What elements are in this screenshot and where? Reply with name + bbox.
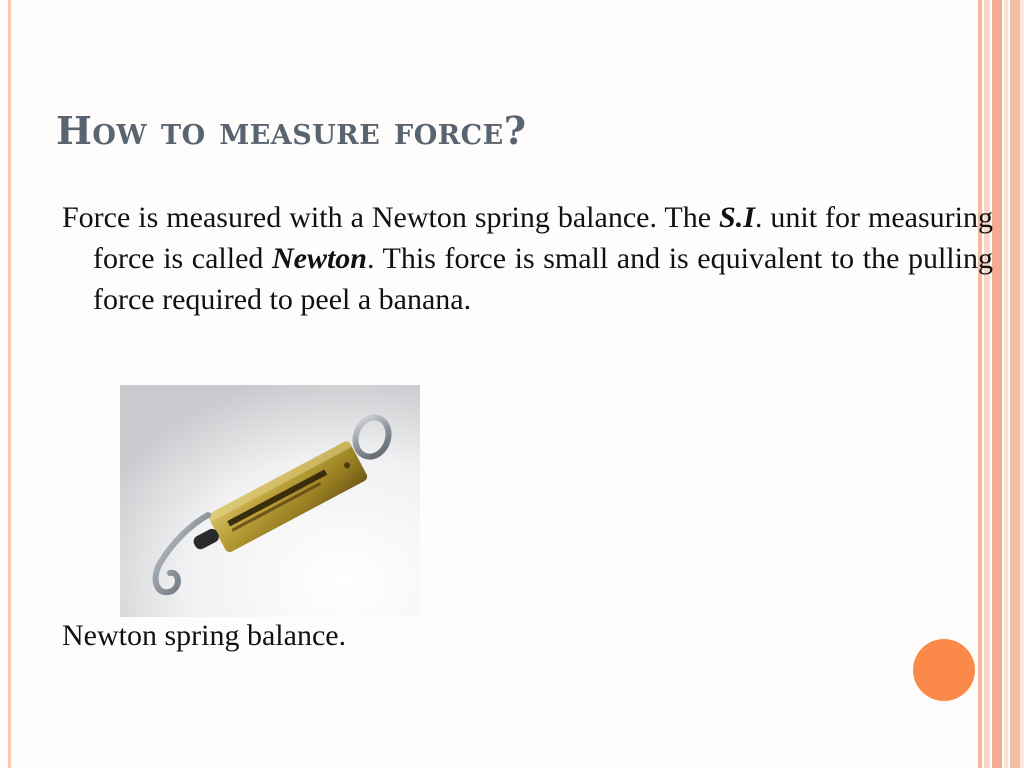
right-stripe bbox=[1010, 0, 1020, 768]
slide-title: How to measure force? bbox=[56, 108, 527, 153]
right-stripe bbox=[984, 0, 990, 768]
newton-emphasis: Newton bbox=[271, 242, 367, 275]
paragraph-text: Force is measured with a Newton spring balance. The bbox=[62, 201, 720, 234]
body-paragraph bbox=[62, 197, 993, 320]
right-stripe bbox=[992, 0, 1002, 768]
right-stripe bbox=[1020, 0, 1024, 768]
left-border-line bbox=[8, 0, 11, 768]
right-stripe bbox=[1004, 0, 1008, 768]
paragraph-text: . unit for measuring force is called bbox=[93, 201, 993, 275]
si-emphasis: S.I bbox=[719, 201, 755, 234]
paragraph-text: . This force is small and is equivalent to the pulling force required to peel a banana. bbox=[93, 242, 993, 316]
accent-circle bbox=[913, 639, 975, 701]
right-stripe bbox=[978, 0, 982, 768]
spring-balance-image bbox=[120, 385, 420, 617]
image-caption: Newton spring balance. bbox=[62, 619, 347, 652]
